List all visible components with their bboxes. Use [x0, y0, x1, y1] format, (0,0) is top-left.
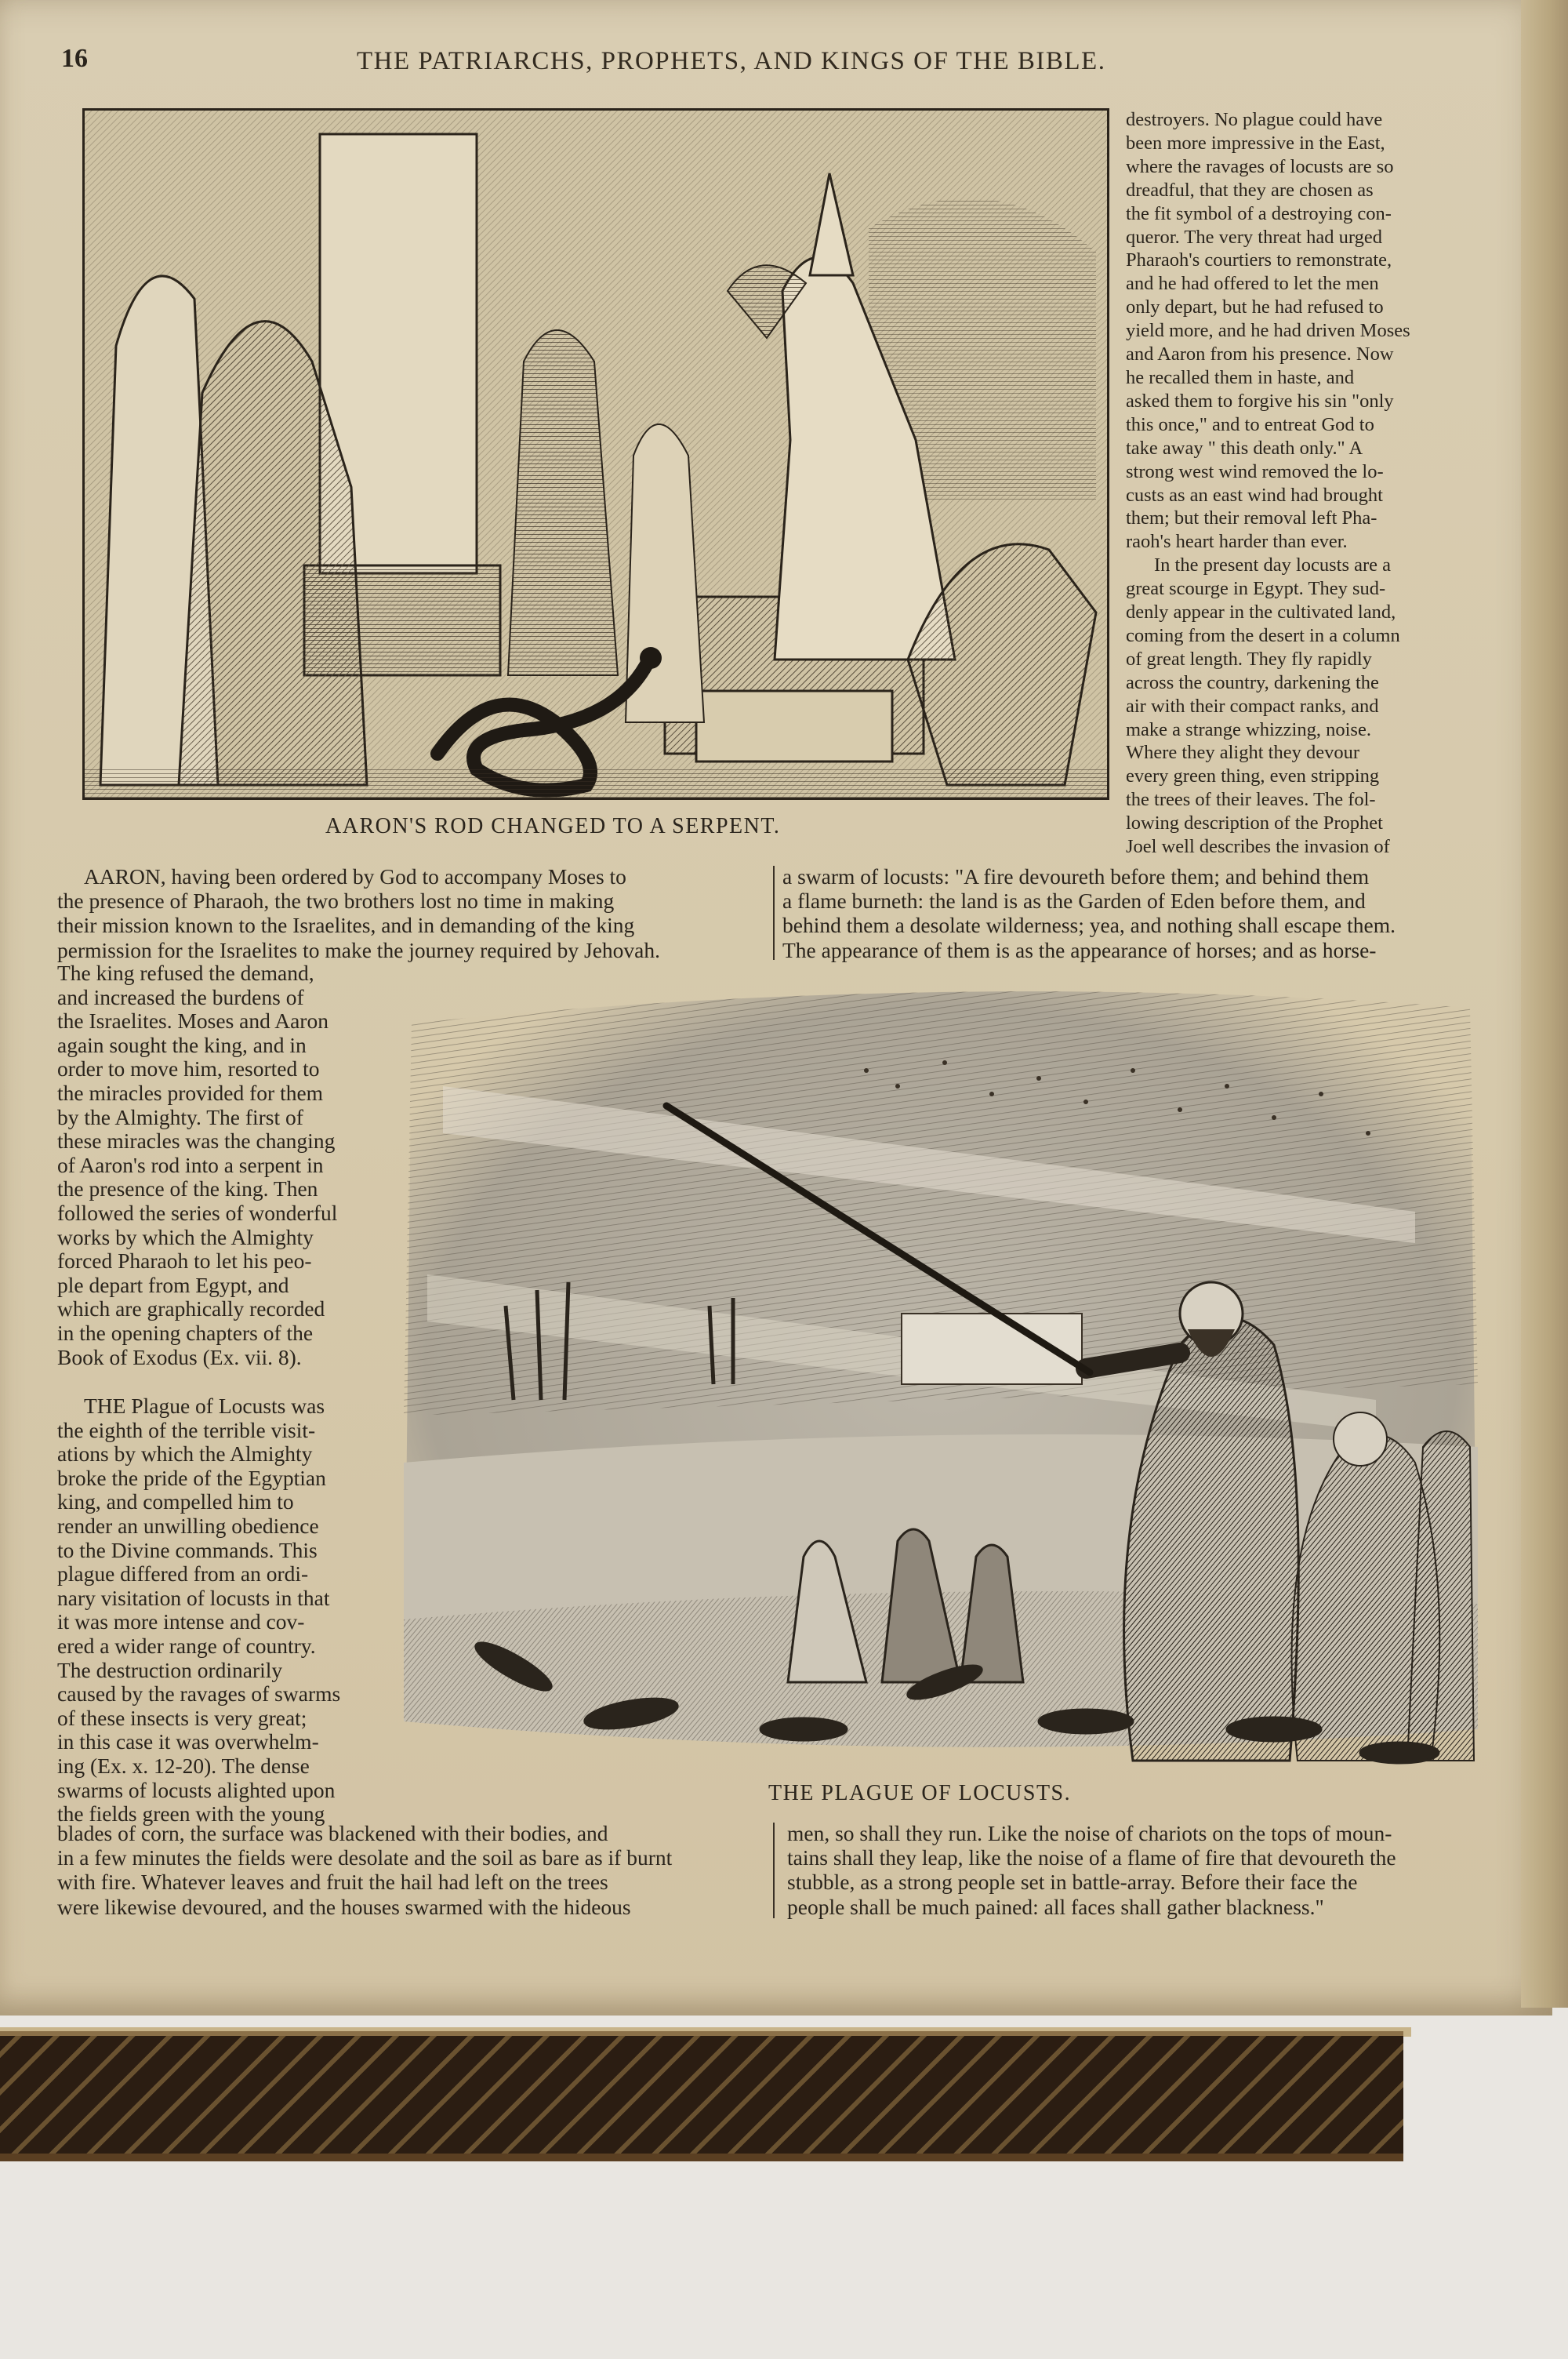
text-line: their mission known to the Israelites, and in demanding of the king [57, 913, 635, 938]
text-line: take away " this death only." A [1126, 437, 1363, 459]
text-line: air with their compact ranks, and [1126, 695, 1379, 717]
text-line: the eighth of the terrible visit- [57, 1417, 316, 1442]
text-line: ing (Ex. x. 12-20). The dense [57, 1753, 310, 1778]
running-title: THE PATRIARCHS, PROPHETS, AND KINGS OF THE BIBLE. [357, 47, 1106, 75]
text-line: Joel well describes the invasion of [1126, 836, 1390, 858]
text-line: the Israelites. Moses and Aaron [57, 1009, 328, 1034]
text-right-column-top [1126, 108, 1486, 859]
text-line: coming from the desert in a column [1126, 624, 1400, 646]
text-line: men, so shall they run. Like the noise of chariots on the tops of moun- [787, 1821, 1392, 1845]
text-line: where the ravages of locusts are so [1126, 155, 1394, 177]
text-line: plague differed from an ordi- [57, 1561, 309, 1587]
text-line: king, and compelled him to [57, 1489, 294, 1514]
text-line: ered a wider range of country. [57, 1633, 316, 1658]
text-line: The appearance of them is as the appearance of horses; and as horse- [782, 937, 1377, 962]
text-line: ple depart from Egypt, and [57, 1272, 289, 1297]
caption-aarons-rod: AARON'S ROD CHANGED TO A SERPENT. [325, 814, 781, 838]
text-line: stubble, as a strong people set in battle-array. Before their face the [787, 1870, 1358, 1895]
text-line: custs as an east wind had brought [1126, 484, 1383, 506]
text-line: strong west wind removed the lo- [1126, 460, 1384, 482]
text-line: of these insects is very great; [57, 1705, 307, 1730]
text-line: with fire. Whatever leaves and fruit the hail had left on the trees [57, 1870, 608, 1895]
text-line: order to move him, resorted to [57, 1056, 320, 1081]
text-line: the presence of Pharaoh, the two brothers lost no time in making [57, 889, 615, 914]
text-line: yield more, and he had driven Moses [1126, 320, 1410, 342]
caption-plague-of-locusts: THE PLAGUE OF LOCUSTS. [768, 1781, 1072, 1805]
text-line: great scourge in Egypt. They sud- [1126, 578, 1386, 600]
text-line: make a strange whizzing, noise. [1126, 718, 1371, 740]
engraving-plague-of-locusts [396, 976, 1486, 1784]
text-line: The destruction ordinarily [57, 1657, 283, 1682]
illustration-plague-of-locusts [396, 976, 1486, 1784]
text-line: in the opening chapters of the [57, 1320, 314, 1345]
text-line: again sought the king, and in [57, 1032, 307, 1057]
text-line: only depart, but he had refused to [1126, 296, 1384, 318]
text-line: across the country, darkening the [1126, 671, 1379, 693]
text-right-bottom [787, 1821, 1493, 1919]
text-line: of Aaron's rod into a serpent in [57, 1152, 324, 1177]
text-line: the fields green with the young [57, 1801, 325, 1826]
text-line: Pharaoh's courtiers to remonstrate, [1126, 249, 1392, 271]
text-left-bottom [57, 1821, 767, 1919]
text-line: the trees of their leaves. The fol- [1126, 789, 1376, 811]
text-line: asked them to forgive his sin "only [1126, 390, 1394, 412]
text-line: these miracles was the changing [57, 1129, 336, 1154]
column-rule-top [773, 866, 775, 960]
text-line: in this case it was overwhelm- [57, 1729, 319, 1754]
text-line: and Aaron from his presence. Now [1126, 343, 1394, 365]
text-line: the presence of the king. Then [57, 1176, 318, 1201]
text-line: nary visitation of locusts in that [57, 1585, 330, 1610]
text-line: the fit symbol of a destroying con- [1126, 202, 1392, 224]
text-line: the miracles provided for them [57, 1080, 324, 1105]
book-binding [0, 2031, 1403, 2161]
text-line: swarms of locusts alighted upon [57, 1777, 336, 1802]
text-line: works by which the Almighty [57, 1224, 314, 1249]
text-line: to the Divine commands. This [57, 1537, 318, 1562]
text-left-column-2 [57, 1394, 379, 1826]
text-line: it was more intense and cov- [57, 1609, 305, 1634]
text-line: a swarm of locusts: "A fire devoureth before them; and behind them [782, 864, 1370, 889]
text-line: Where they alight they devour [1126, 742, 1359, 764]
text-line: this once," and to entreat God to [1126, 413, 1374, 435]
text-line: raoh's heart harder than ever. [1126, 531, 1348, 553]
text-line: and he had offered to let the men [1126, 273, 1379, 295]
page-number: 16 [61, 44, 88, 73]
illustration-aarons-rod [82, 108, 1109, 800]
text-line: and increased the burdens of [57, 984, 304, 1009]
column-rule-bottom [773, 1823, 775, 1918]
text-line: denly appear in the cultivated land, [1126, 602, 1396, 623]
text-line: THE Plague of Locusts was [84, 1394, 325, 1418]
text-line: The king refused the demand, [57, 961, 314, 985]
text-line: tains shall they leap, like the noise of a flame of fire that devoureth the [787, 1845, 1396, 1870]
text-line: ations by which the Almighty [57, 1441, 313, 1467]
text-line: people shall be much pained: all faces shall gather blackness." [787, 1894, 1324, 1919]
text-line: AARON, having been ordered by God to accompany Moses to [84, 864, 626, 889]
text-line: queror. The very threat had urged [1126, 226, 1383, 248]
text-line: a flame burneth: the land is as the Garden of Eden before them, and [782, 889, 1366, 914]
text-line: by the Almighty. The first of [57, 1104, 303, 1129]
text-left-column-1 [57, 961, 379, 1369]
text-line: which are graphically recorded [57, 1296, 325, 1321]
text-line: dreadful, that they are chosen as [1126, 179, 1374, 201]
text-line: permission for the Israelites to make the journey required by Jehovah. [57, 937, 661, 962]
text-right-mid [782, 864, 1488, 962]
text-line: been more impressive in the East, [1126, 132, 1385, 154]
text-line: render an unwilling obedience [57, 1513, 319, 1538]
text-left-mid [57, 864, 767, 962]
text-line: blades of corn, the surface was blackened with their bodies, and [57, 1821, 608, 1845]
text-line: caused by the ravages of swarms [57, 1681, 341, 1707]
text-line: forced Pharaoh to let his peo- [57, 1249, 312, 1274]
text-line: he recalled them in haste, and [1126, 366, 1355, 388]
text-line: broke the pride of the Egyptian [57, 1465, 326, 1490]
text-line: behind them a desolate wilderness; yea, and nothing shall escape them. [782, 913, 1396, 938]
text-line: of great length. They fly rapidly [1126, 648, 1372, 670]
page-edge [1521, 0, 1568, 2008]
text-line: every green thing, even stripping [1126, 765, 1380, 787]
text-line: followed the series of wonderful [57, 1200, 338, 1225]
text-line: Book of Exodus (Ex. vii. 8). [57, 1344, 302, 1369]
text-line: In the present day locusts are a [1154, 554, 1392, 576]
text-line: in a few minutes the fields were desolate and the soil as bare as if burnt [57, 1845, 673, 1870]
text-line: were likewise devoured, and the houses swarmed with the hideous [57, 1894, 631, 1919]
text-line: destroyers. No plague could have [1126, 109, 1383, 130]
engraving-aarons-rod [85, 111, 1107, 798]
text-line: them; but their removal left Pha- [1126, 507, 1377, 529]
text-line: lowing description of the Prophet [1126, 812, 1383, 834]
